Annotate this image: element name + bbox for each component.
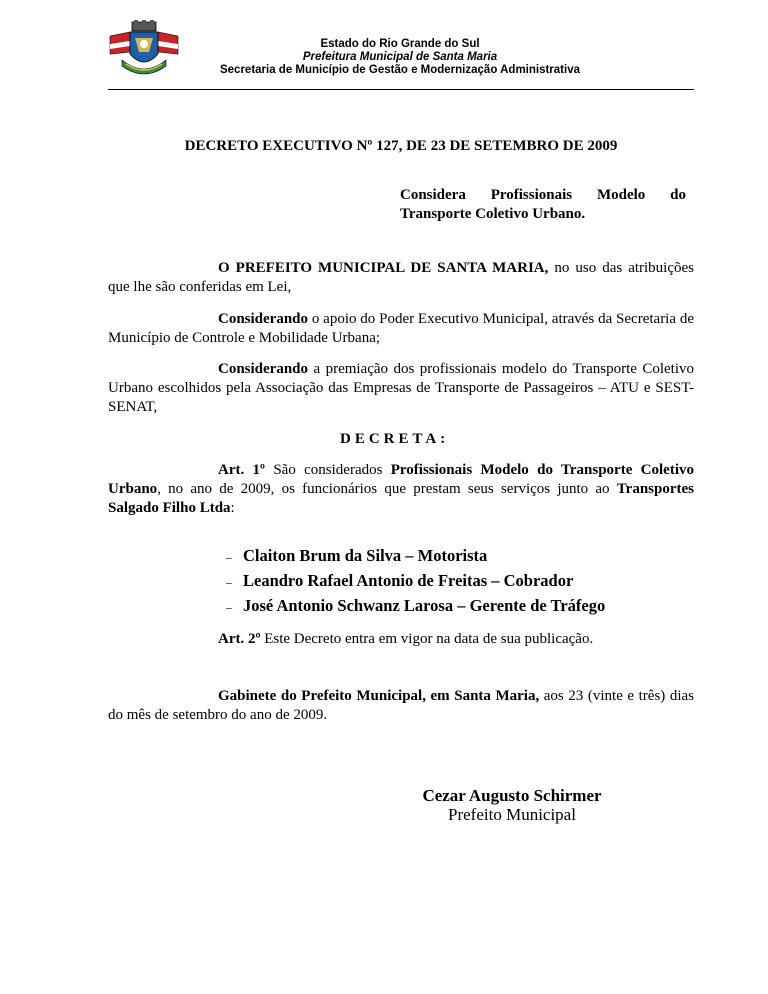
- summary-word: Modelo: [596, 187, 646, 203]
- header-divider: [108, 89, 694, 90]
- preamble-paragraph: [108, 259, 694, 297]
- article-1-label: Art. 1º: [218, 462, 265, 478]
- decreta-heading: DECRETA:: [340, 431, 450, 447]
- preamble-bold: O PREFEITO MUNICIPAL DE SANTA MARIA,: [218, 260, 549, 276]
- list-item-text: José Antonio Schwanz Larosa – Gerente de Tráfego: [243, 596, 606, 615]
- article-2-paragraph: [108, 630, 694, 649]
- closing-paragraph: [108, 687, 694, 725]
- considerando-2-text: a premiação dos profissionais modelo do Transporte Coletivo Urbano escolhidos pela Associação das Empresas de Transporte de Passageiros – ATU e SEST-SENAT,: [108, 361, 694, 415]
- preamble-text: no uso das atribuições que lhe são conferidas em Lei,: [108, 260, 695, 295]
- article-1-company: Transportes Salgado Filho Ltda: [108, 481, 694, 516]
- closing-bold: Gabinete do Prefeito Municipal, em Santa Maria,: [218, 688, 540, 704]
- list-item-text: Leandro Rafael Antonio de Freitas – Cobrador: [243, 571, 574, 590]
- decree-title: DECRETO EXECUTIVO Nº 127, DE 23 DE SETEMBRO DE 2009: [184, 138, 618, 154]
- list-item: [226, 544, 605, 569]
- article-2-text: Este Decreto entra em vigor na data de sua publicação.: [260, 631, 594, 647]
- list-item: [226, 569, 605, 594]
- list-item-text: Claiton Brum da Silva – Motorista: [243, 546, 488, 565]
- closing-text: aos 23 (vinte e três) dias do mês de setembro do ano de 2009.: [108, 688, 694, 723]
- honoree-list: [226, 544, 605, 619]
- article-2-label: Art. 2º: [218, 631, 261, 647]
- list-item: [226, 594, 605, 619]
- article-1-colon: :: [230, 500, 235, 516]
- article-1-bold-title: Profissionais Modelo do Transporte Coletivo Urbano: [108, 462, 694, 497]
- header-secretariat: Secretaria de Município de Gestão e Modernização Administrativa: [219, 64, 580, 76]
- header-state: Estado do Rio Grande do Sul: [320, 38, 480, 50]
- considerando-2-paragraph: [108, 360, 694, 417]
- considerando-1-paragraph: [108, 310, 694, 348]
- summary-word: Profissionais: [490, 187, 573, 203]
- considerando-1-text: o apoio do Poder Executivo Municipal, através da Secretaria de Município de Controle e Mobilidade Urbana;: [108, 311, 694, 346]
- article-1-text: , no ano de 2009, os funcionários que prestam seus serviços junto ao: [157, 481, 617, 497]
- considerando-1-bold: Considerando: [218, 311, 309, 327]
- decree-summary: [400, 186, 686, 224]
- article-1-text: São considerados: [265, 462, 391, 478]
- signatory-name: Cezar Augusto Schirmer: [422, 786, 602, 805]
- list-dash: –: [226, 575, 232, 589]
- signatory-role: Prefeito Municipal: [448, 805, 576, 824]
- summary-line-2: Transporte Coletivo Urbano.: [400, 206, 586, 222]
- summary-word: do: [670, 187, 686, 203]
- municipal-coat-of-arms-icon: [104, 20, 184, 80]
- considerando-2-bold: Considerando: [218, 361, 309, 377]
- article-1-paragraph: [108, 461, 694, 518]
- summary-word: Considera: [400, 187, 466, 203]
- list-dash: –: [226, 600, 232, 614]
- list-dash: –: [226, 550, 232, 564]
- header-prefecture: Prefeitura Municipal de Santa Maria: [302, 51, 498, 63]
